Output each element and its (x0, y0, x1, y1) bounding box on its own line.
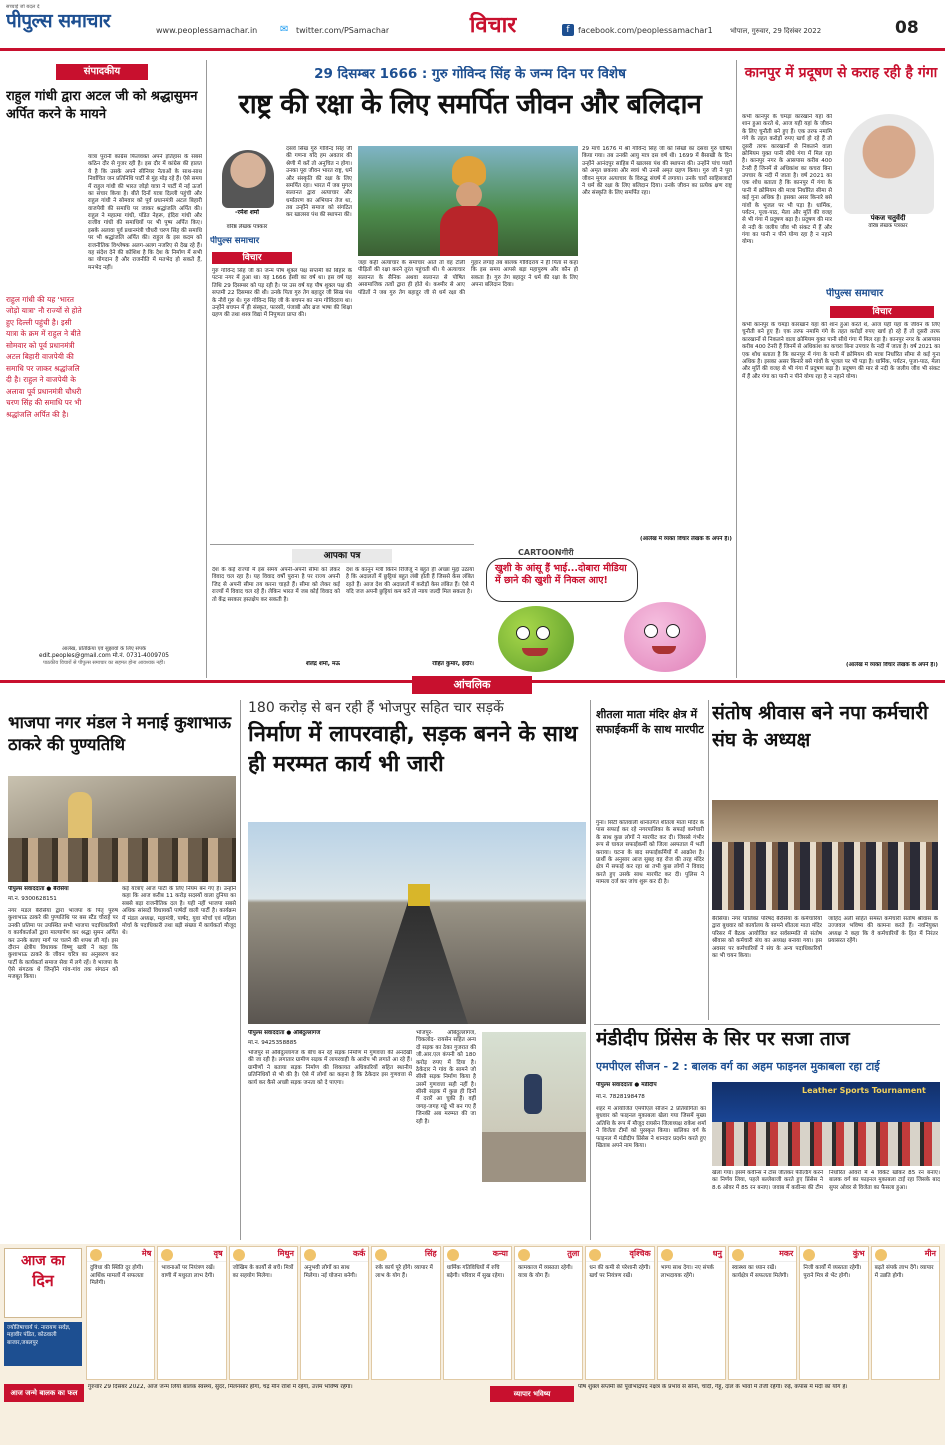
road-construction-photo (248, 822, 586, 1024)
page-number: 08 (895, 18, 919, 38)
zodiac-sign-name: मकर (729, 1247, 796, 1262)
masthead (0, 0, 945, 58)
green-virus-character (498, 606, 574, 672)
story-4-body: बैरसिया। नगर पालिका परिषद बैरसिया के कर्मचारियों द्वारा बुधवार को कार्यालय के सामने शीतला माता मंदिर परिसर में बैठक आयोजित कर सर्वसम्मति से संतोष श्रीवास को कर्मचारी संघ का अध्यक्ष बनाया गया। इस अवसर पर कर्मचारियों ने संघ के अन्य पदाधिकारियों का भी चयन किया। (712, 916, 822, 959)
story-5-body-2: खेला गया। इसमें कवीन्स ने टॉस जीतकर फील्डिंग करने का निर्णय लिया, पहले बल्लेबाजी करते हुए प्रिंसेस ने 8.6 ओवर में 85 रन बनाए। जवाब में कवीन्स की टीम निर्धारित ओवरों में 4 विकेट खोकर 85 रन बनाए। बालक वर्ग का फाइनल मुकाबला टाई रहा जिसके बाद सुपर ओवर से विजेता का फैसला हुआ। (712, 1170, 940, 1191)
story-1-headline: भाजपा नगर मंडल ने मनाई कुशाभाऊ ठाकरे की पुण्यतिथि (8, 713, 232, 755)
right-author-photo (836, 114, 940, 232)
story-1-body-2: कई यात्राएं आज पार्टी के लिए नियम बन गए हैं। उन्होंने कहा कि आज करीब 11 करोड़ सदस्यों वाला दुनिया का सबसे बड़ा राजनीतिक दल है। यही नहीं भाजपा सबसे अधिक सांसदों विधायकों पार्षदों वाली पार्टी है। कार्यक्रम में मंडल अध्यक्ष, महामंत्री, पार्षद, युवा मोर्चा एवं महिला मोर्चा के पदाधिकारी तथा बड़ी संख्या में कार्यकर्ता मौजूद थे। (122, 886, 236, 937)
story-5-dateline: पीपुल्स संवाददाता ● मंडीदीप (596, 1082, 657, 1088)
brand-logo (6, 4, 156, 44)
lead-col-2: गुरु गोविन्द सिंह जी का जन्म पौष शुक्ल पक्ष सप्तमी को बिहार के पटना नगर में हुआ था। यह 1666 ईस्वी का वर्ष था। इस वर्ष यह तिथि 29 दिसम्बर को पड़ रही है। पर उस वर्ष यह पौष शुक्ल पक्ष की सप्तमी 22 दिसम्बर की थी। उनके पिता गुरु तेग बहादुर जी सिख पंथ के नौवें गुरु थे। गुरु गोविन्द सिंह जी के बचपन का नाम गोविंदराय था। उन्होंने बचपन में ही संस्कृत, फारसी, पंजाबी और ब्रज भाषा की शिक्षा ग्रहण की तथा शस्त्र विद्या में निपुणता प्राप्त की। (212, 268, 352, 319)
zodiac-sign-text: अनुभवी लोगों का साथ मिलेगा। नई योजना बनेगी। (304, 1265, 357, 1279)
zodiac-sign-text: धन की कमी से परेशानी रहेगी। खर्च पर नियंत्रण रखें। (589, 1265, 651, 1279)
zodiac-sign-5 (443, 1246, 512, 1380)
banner-text: Leather Sports Tournament (802, 1086, 926, 1095)
zodiac-sign-text: स्वास्थ्य का ध्यान रखें। कार्यक्षेत्र में सफलता मिलेगी। (732, 1265, 789, 1279)
story-5-phone: मो.नं. 7828198478 (596, 1094, 645, 1100)
paver-machine-shape (408, 884, 430, 906)
zodiac-sign-text: बढ़ते संपर्क लाभ देंगे। व्यापार में उन्नति होगी। (874, 1265, 934, 1279)
road-shape (368, 902, 468, 1024)
zodiac-icon (875, 1249, 887, 1261)
zodiac-sign-name: कर्क (301, 1247, 368, 1262)
zodiac-sign-text: भाग्य साथ देगा। नए संपर्क लाभदायक रहेंगे। (660, 1265, 714, 1279)
letter-1-author: शैलेंद्र शर्मा, मऊ (305, 661, 340, 667)
child-forecast-text: गुरुवार 29 दिसंबर 2022, आज जन्म लिया बालक स्वस्थ्य, सुंदर, मिलनसार होगा, चंद्र मीन राशि में रहेगा, उत्तम भविष्य रहेगा। (88, 1384, 353, 1390)
lead-kicker: 29 दिसम्बर 1666 : गुरु गोविन्द सिंह के जन्म दिन पर विशेष (314, 66, 626, 82)
zodiac-sign-name: धनु (658, 1247, 725, 1262)
zodiac-grid (86, 1246, 942, 1382)
story-2-headline: निर्माण में लापरवाही, सड़क बनने के साथ ही मरम्मत कार्य भी जारी (248, 722, 578, 777)
statue-shape (68, 792, 92, 840)
story-2-phone: मो.नं. 9425358885 (248, 1040, 297, 1046)
robe-shape (440, 206, 498, 256)
zodiac-sign-7 (585, 1246, 654, 1380)
story-divider (594, 1024, 940, 1025)
crowd-shape (8, 838, 236, 882)
story-5-body: शहर में आयोजित एमपीएल सीजन 2 प्रतियोगिता का बुधवार को फाइनल मुकाबला खेला गया जिसमें मुख्य अतिथि के रूप में मौजूद रायसेन जिलाध्यक्ष राकेश शर्मा ने विजेता टीमों को पुरस्कृत किया। बालिका वर्ग के फाइनल में मंडीदीप प्रिंसेस ने शानदार प्रदर्शन करते हुए खिताब अपने नाम किया। (596, 1106, 706, 1149)
story-1-photo (8, 776, 236, 882)
guru-gobind-singh-illustration (358, 146, 578, 256)
child-forecast-label: आज जन्मे बालक का फल (4, 1384, 84, 1402)
right-column-body-top: कभी कानपुर के चमड़ा कारखाने यहां की शान हुआ करते थे, आज यही यहां के जीवन के लिए चुनौती बने हुए हैं। एक तरफ नमामि गंगे के तहत करोड़ों रुपए खर्च हो रहे हैं तो दूसरी तरफ कारखानों से निकलने वाला क्रोमियम युक्त पानी सीधे गंगा में मिल रहा है। कानपुर नगर के आसपास करीब 400 टेनरी हैं जिनमें से अधिकांश का कचरा बिना उपचार के नदी में जाता है। वर्ष 2021 का एक शोध बताता है कि कानपुर में गंगा के पानी में क्रोमियम की मात्रा निर्धारित सीमा से कई गुना अधिक है। इसका असर किनारे बसे गांवों के भूजल पर भी पड़ा है। धार्मिक, पर्यटन, पूजा-पाठ, मेला और मूर्ति की वजह से भी गंगा में प्रदूषण बढ़ा है। प्रदूषण की मार से नदी के जलीय जीव भी संकट में हैं और गंगा का पानी न पीने योग्य रहा है न नहाने योग्य। (742, 114, 832, 246)
lead-col-4: 29 मार्च 1676 में श्री गोविन्द सिंह जी को सिखों का दसवां गुरु घोषित किया गया। तब उनकी आयु मात्र दस वर्ष थी। 1699 में बैसाखी के दिन उन्होंने आनंदपुर साहिब में खालसा पंथ की स्थापना की। उन्होंने पांच प्यारों को अमृत छकाया और स्वयं भी उनसे अमृत ग्रहण किया। गुरु जी ने पूरा जीवन मुगल अत्याचार के विरुद्ध संघर्ष में लगाया। उनके चारों साहिबजादों ने धर्म की रक्षा के लिए बलिदान दिया। उनके जीवन का प्रत्येक क्षण राष्ट्र और संस्कृति के लिए समर्पित रहा। (582, 146, 732, 197)
zodiac-sign-name: मीन (872, 1247, 939, 1262)
twitter-link[interactable]: twitter.com/PSamachar (296, 26, 390, 35)
story-5-kicker: एमपीएल सीजन - 2 : बालक वर्ग का अहम फाइनल मुकाबला रहा टाई (596, 1060, 880, 1073)
story-3-body: गुना। सिटी कोतवाली थानांतर्गत शीतला माता मंदिर के पास सफाई कर रहे नगरपालिका के सफाई कर्मचारी के साथ कुछ लोगों ने मारपीट कर दी। जिससे गंभीर रूप से घायल सफाईकर्मी को जिला अस्पताल में भर्ती कराया। घटना के बाद सफाईकर्मियों में आक्रोश है। प्रार्थी के अनुसार आज सुबह वह रोज की तरह मंदिर क्षेत्र में सफाई कर रहा था तभी कुछ लोगों ने विवाद करते हुए उसके साथ मारपीट कर दी। पुलिस ने मामला दर्ज कर जांच शुरू कर दी है। (596, 820, 704, 885)
pink-virus-character (624, 602, 706, 672)
zodiac-sign-0 (86, 1246, 155, 1380)
zodiac-sign-text: धार्मिक गतिविधियों में रुचि बढ़ेगी। परिवार में सुख रहेगा। (446, 1265, 505, 1279)
column-divider (206, 60, 207, 678)
lead-headline: राष्ट्र की रक्षा के लिए समर्पित जीवन और बलिदान (238, 89, 702, 120)
editorial-pull-quote: राहुल गांधी की यह 'भारत जोड़ो यात्रा' नौ राज्यों से होते हुए दिल्ली पहुंची है। इसी यात्रा के क्रम में राहुल ने बीते सोमवार को पूर्व प्रधानमंत्री अटल बिहारी वाजपेयी की समाधि पर जाकर श्रद्धांजलि दी है। राहुल ने वाजपेयी के अलावा पूर्व प्रधानमंत्री चौधरी चरण सिंह की समाधि पर भी श्रद्धांजलि अर्पित की है। (6, 295, 82, 419)
right-author-portrait (844, 114, 934, 214)
letters-title: आपका पत्र (292, 549, 392, 563)
zodiac-sign-name: तुला (515, 1247, 582, 1262)
story-1-body: नगर मंडल बैरसिया द्वारा भाजपा के पितृ पुरुष कुशाभाऊ ठाकरे की पुण्यतिथि पर बस स्टैंड चौराहे पर उनकी प्रतिमा पर उपस्थित सभी भाजपा पदाधिकारियों व कार्यकर्ताओं द्वारा माल्यार्पण कर श्रद्धा सुमन अर्पित कर उनके बताए मार्ग पर चलने की शपथ ली गई। इस दौरान क्षेत्रीय विधायक विष्णु खत्री ने कहा कि कुशाभाऊ ठाकरे के जीवन चरित्र का अनुसरण कर पार्टी के कार्यकर्ता समाज सेवा में लगे रहें। वे भाजपा के ऐसे संगठक थे जिन्होंने गांव-गांव तक संगठन को मजबूत किया। (8, 908, 118, 981)
facebook-link[interactable]: facebook.com/peoplessamachar1 (578, 26, 713, 35)
lead-col-3: जहां कहीं अत्याचार के समाचार आते तो वह टोली पीड़ितों की रक्षा करने तुरंत पहुंचती थी। ये अत्याचार सल्तनत के सैनिक अथवा सल्तनत से पोषित असामाजिक तत्वों द्वारा ही होते थे। कश्मीर से आए पंडितों ने जब गुरु तेग बहादुर जी से धर्म रक्षा की गुहार लगाई तब बालक गोविंदराय ने ही पिता से कहा कि इस समय आपसे बड़ा महापुरुष और कौन हो सकता है। गुरु तेग बहादुर ने धर्म की रक्षा के लिए अपना बलिदान दिया। (358, 260, 578, 296)
editorial-footer-disclaimer: पाठकीय विचारों से पीपुल्स समाचार का सहमत होना आवश्यक नहीं। (43, 659, 165, 666)
zodiac-sign-2 (229, 1246, 298, 1380)
astrologer-credit: ज्योतिषाचार्य पं. नारायण सर्वज्ञ, महावीर पंडित, कोठवाली बाजार,जबलपुर (4, 1322, 82, 1366)
zodiac-icon (90, 1249, 102, 1261)
letter-2-body: देश के कानून मंत्री किरेन रिजिजू ने बहुत ही अच्छा मुद्दा उठाया है कि अदालतों में छुट्टियां बहुत लंबी होती हैं जिससे केस लंबित रहते हैं। आज देश की अदालतों में करोड़ों केस लंबित हैं। ऐसे में यदि जज अपनी छुट्टियां कम करें तो न्याय जल्दी मिल सकता है। (346, 567, 474, 596)
zodiac-sign-8 (657, 1246, 726, 1380)
aaj-ka-din-box (4, 1248, 82, 1318)
right-column-footnote: (आलेख में व्यक्त विचार लेखक के अपने हैं।) (846, 662, 938, 668)
zodiac-sign-text: जोखिम के कार्यों से बचें। मित्रों का सहयोग मिलेगा। (232, 1265, 294, 1279)
dateline: भोपाल, गुरुवार, 29 दिसंबर 2022 (730, 27, 822, 35)
editorial-footer (6, 646, 202, 672)
facebook-icon: f (562, 24, 574, 36)
author-portrait (222, 150, 274, 208)
column-divider (240, 700, 241, 1240)
zodiac-icon (304, 1249, 316, 1261)
zodiac-sign-text: भावनाओं पर नियंत्रण रखें। वाणी में मधुरता लाभ देगी। (161, 1265, 215, 1279)
zodiac-sign-name: सिंह (372, 1247, 439, 1262)
section-title: विचार (469, 13, 517, 38)
lead-footnote: (आलेख में व्यक्त विचार लेखक के अपने हैं।) (640, 536, 732, 542)
zodiac-icon (732, 1249, 744, 1261)
cartoon-panel (478, 548, 732, 674)
masthead-rule (0, 48, 945, 51)
zodiac-sign-text: रुके कार्य पूरे होंगे। व्यापार में लाभ के योग हैं। (375, 1265, 433, 1279)
story-2-body: भोजपुर से औबेदुल्लागंज के बीच बन रहे सड़क निर्माण में गुणवत्ता की अनदेखी की जा रही है। लगातार ग्रामीण सड़क में लापरवाही के आरोप भी लगाते आ रहे हैं। ग्रामीणों ने बताया सड़क निर्माण की शिकायत अधिकारियों सहित स्थानीय प्रतिनिधियों से भी की है। ऐसे में लोगों का कहना है कि ठेकेदार इस गुणवत्ता से कार्य कर कैसे अच्छी सड़क जनता को दे पाएगा। (248, 1050, 412, 1086)
author-role: वरिष्ठ लेखक पत्रकार (226, 224, 268, 230)
editorial-footer-email[interactable]: edit.peoples@gmail.com मो.नं. 0731-4009705 (39, 652, 169, 659)
zodiac-sign-name: मिथुन (230, 1247, 297, 1262)
story-1-phone: मो.नं. 9300628151 (8, 896, 57, 902)
author-photo (212, 146, 282, 221)
zodiac-icon (518, 1249, 530, 1261)
story-1-dateline: पीपुल्स संवाददाता ● बैरसिया (8, 886, 69, 892)
column-divider (736, 60, 737, 678)
regional-label: आंचलिक (412, 676, 532, 694)
letters-box (210, 544, 474, 674)
zodiac-sign-text: कामकाज में व्यस्तता रहेगी। यात्रा के योग हैं। (518, 1265, 573, 1279)
editorial-title: राहुल गांधी द्वारा अटल जी को श्रद्धासुमन अर्पित करने के मायने (6, 89, 198, 122)
zodiac-sign-3 (300, 1246, 369, 1380)
right-column-body: कभी कानपुर के चमड़ा कारखाने यहां की शान हुआ करते थे, आज यही यहां के जीवन के लिए चुनौती बने हुए हैं। एक तरफ नमामि गंगे के तहत करोड़ों रुपए खर्च हो रहे हैं तो दूसरी तरफ कारखानों से निकलने वाला क्रोमियम युक्त पानी सीधे गंगा में मिल रहा है। कानपुर नगर के आसपास करीब 400 टेनरी हैं जिनमें से अधिकांश का कचरा बिना उपचार के नदी में जाता है। वर्ष 2021 का एक शोध बताता है कि कानपुर में गंगा के पानी में क्रोमियम की मात्रा निर्धारित सीमा से कई गुना अधिक है। इसका असर किनारे बसे गांवों के भूजल पर भी पड़ा है। धार्मिक, पर्यटन, पूजा-पाठ, मेला और मूर्ति की वजह से भी गंगा में प्रदूषण बढ़ा है। प्रदूषण की मार से नदी के जलीय जीव भी संकट में हैं और गंगा का पानी न पीने योग्य रहा है न नहाने योग्य। (742, 322, 940, 380)
zodiac-sign-name: वृष (158, 1247, 225, 1262)
business-forecast-text: पौष शुक्ल सप्तमी को पूर्वाभाद्रपद नक्षत्र के प्रभाव से सोना, चांदी, गेहूं, दाल के भावों में तेजी रहेगी। रुई, कपास में मंदी का योग है। (578, 1384, 848, 1390)
zodiac-sign-name: कन्या (444, 1247, 511, 1262)
editorial-body: यात्रा पुरानी कांग्रेस फिलवक्त अपने इतिहास के सबसे कठिन दौर से गुजर रही है। इस दौर में कांग्रेस की हालत ये है कि उसके अपने सीनियर नेताओं के साथ-साथ निर्वाचित जन प्रतिनिधि पार्टी से मुंह मोड़ रहे हैं। ऐसे समय में राहुल गांधी की भारत जोड़ो यात्रा ने पार्टी में नई ऊर्जा का संचार किया है। बीते दिनों यात्रा दिल्ली पहुंची और राहुल गांधी ने सोमवार को पूर्व प्रधानमंत्री अटल बिहारी वाजपेयी की समाधि पर जाकर श्रद्धांजलि अर्पित की। राहुल ने महात्मा गांधी, पंडित नेहरू, इंदिरा गांधी और राजीव गांधी की समाधियों पर भी पुष्प अर्पित किए। इसके अलावा पूर्व प्रधानमंत्री चौधरी चरण सिंह की समाधि पर भी श्रद्धांजलि अर्पित की। राहुल के इस कदम को राजनीतिक विश्लेषक अलग-अलग नजरिए से देख रहे हैं। यह संदेश देने की कोशिश है कि देश के निर्माण में सभी का योगदान है और राजनीति में मतभेद हो सकते हैं, मनभेद नहीं। (88, 154, 202, 271)
zodiac-sign-text: दुविधा की स्थिति दूर होगी। आर्थिक मामलों में सफलता मिलेगी। (90, 1265, 144, 1287)
zodiac-sign-11 (871, 1246, 940, 1380)
zodiac-icon (233, 1249, 245, 1261)
staff-group-photo (712, 800, 938, 910)
zodiac-icon (661, 1249, 673, 1261)
editorial-column (6, 64, 202, 664)
business-forecast-label: व्यापार भविष्य (490, 1386, 574, 1402)
editorial-label: संपादकीय (56, 64, 148, 80)
story-4-headline: संतोष श्रीवास बने नपा कर्मचारी संघ के अध्यक्ष (712, 702, 929, 751)
lead-col-1: दसवें सिख गुरु गोविन्द सिंह जी की गणना यदि हम अवतार की श्रेणी में करें तो अनुचित न होगा। उनका पूरा जीवन भारत राष्ट्र, धर्म और संस्कृति की रक्षा के लिए समर्पित रहा। भारत में जब मुगल सल्तनत द्वारा अत्याचार और धर्मांतरण का अभियान तेज था, तब उन्होंने समाज को संगठित कर खालसा पंथ की स्थापना की। (286, 146, 352, 219)
horoscope-section (0, 1244, 945, 1445)
story-4-body-2: जाहिद अली सहित समस्त कर्मचारी संतोष श्रीवास के उज्जवल भविष्य की कामना करते हैं। नवनियुक्त अध्यक्ष ने कहा कि वे कर्मचारियों के हित में निरंतर प्रयासरत रहेंगे। (828, 916, 938, 945)
right-author-role: वरिष्ठ लेखक पत्रकार (868, 223, 908, 229)
author-name: -रमेश शर्मा (235, 209, 259, 216)
road-inspection-photo (482, 1032, 586, 1182)
right-column-title: कानपुर में प्रदूषण से कराह रही है गंगा (744, 65, 938, 81)
letter-2-author: रोहित कुमार, इंदौर। (432, 661, 474, 667)
cartoon-speech-bubble: खुशी के आंसू हैं भाई...दोबारा मीडिया में छाने की खुशी में निकल आए! (486, 558, 638, 602)
zodiac-sign-name: मेष (87, 1247, 154, 1262)
zodiac-sign-6 (514, 1246, 583, 1380)
din-label: दिन (32, 1270, 54, 1290)
brand-tagline: सच्चाई जो बदल दे (6, 4, 40, 10)
right-author-name: पंकज चतुर्वेदी (870, 214, 906, 222)
letter-1-body: देश के कई राज्यों में इस समय अपनी-अपनी सीमा को लेकर विवाद चल रहा है। यह विवाद वर्षों पुराना है पर राज्य अपनी जिद से अपनी सीमा तय करना चाहते हैं। सीमा को लेकर कई राज्यों में विवाद चल रहे हैं। लेकिन भारत में जब कोई विवाद को तो केंद्र सरकार हस्तक्षेप कर सकती है। (212, 567, 340, 603)
face-shape (456, 182, 482, 208)
worker-shape (524, 1074, 542, 1114)
zodiac-sign-4 (371, 1246, 440, 1380)
zodiac-sign-1 (157, 1246, 226, 1380)
aaj-ka-label: आज का (21, 1253, 65, 1269)
right-inline-section: विचार (830, 306, 934, 318)
story-2-body-2: भोजपुर- औबेदुल्लागंज, चिकलोद- रायसेन सहित अन्य दो सड़क का ठेका गुजरात की जी.आर.एल कंपनी को 180 करोड़ रुपए में दिया है। ठेकेदार ने गांव के सामने जो सीसी सड़क निर्माण किया है उसमें गुणवत्ता सही नहीं है। सीसी सड़क में कुछ ही दिनों में दरारें आ चुकी हैं। वहीं जगह-जगह गड्ढे भी बन गए हैं जिनकी अब मरम्मत की जा रही है। (416, 1030, 476, 1125)
ground-shape (482, 1132, 586, 1182)
column-divider (708, 700, 709, 1020)
tournament-photo (712, 1082, 940, 1166)
editorial-footer-contact: आलेख, प्रतिक्रिया एवं सुझावों के लिए संपर्क (61, 646, 147, 652)
story-3-headline: शीतला माता मंदिर क्षेत्र में सफाईकर्मी के साथ मारपीट (596, 708, 704, 736)
cartoon-label: CARTOONगीरी (518, 548, 574, 557)
group-shape (712, 842, 938, 910)
inline-brand: पीपुल्स समाचार (210, 236, 260, 246)
column-divider (590, 700, 591, 1240)
zodiac-sign-name: कुंभ (800, 1247, 867, 1262)
site-link[interactable]: www.peoplessamachar.in (156, 26, 258, 35)
zodiac-sign-text: निजी कार्यों में व्यस्तता रहेगी। पुराने मित्र से भेंट होगी। (803, 1265, 862, 1279)
twitter-icon: ✉ (280, 24, 289, 35)
zodiac-sign-9 (728, 1246, 797, 1380)
inline-section: विचार (212, 252, 292, 264)
brand-name: पीपुल्स समाचार (6, 10, 111, 33)
zodiac-icon (447, 1249, 459, 1261)
story-5-headline: मंडीदीप प्रिंसेस के सिर पर सजा ताज (596, 1028, 850, 1050)
zodiac-sign-name: वृश्चिक (586, 1247, 653, 1262)
team-shape (712, 1122, 940, 1166)
story-2-dateline: पीपुल्स संवाददाता ● औबेदुल्लागंज (248, 1030, 321, 1036)
zodiac-sign-10 (799, 1246, 868, 1380)
story-2-kicker: 180 करोड़ से बन रही हैं भोजपुर सहित चार सड़कें (248, 700, 504, 716)
right-inline-brand: पीपुल्स समाचार (826, 288, 884, 299)
